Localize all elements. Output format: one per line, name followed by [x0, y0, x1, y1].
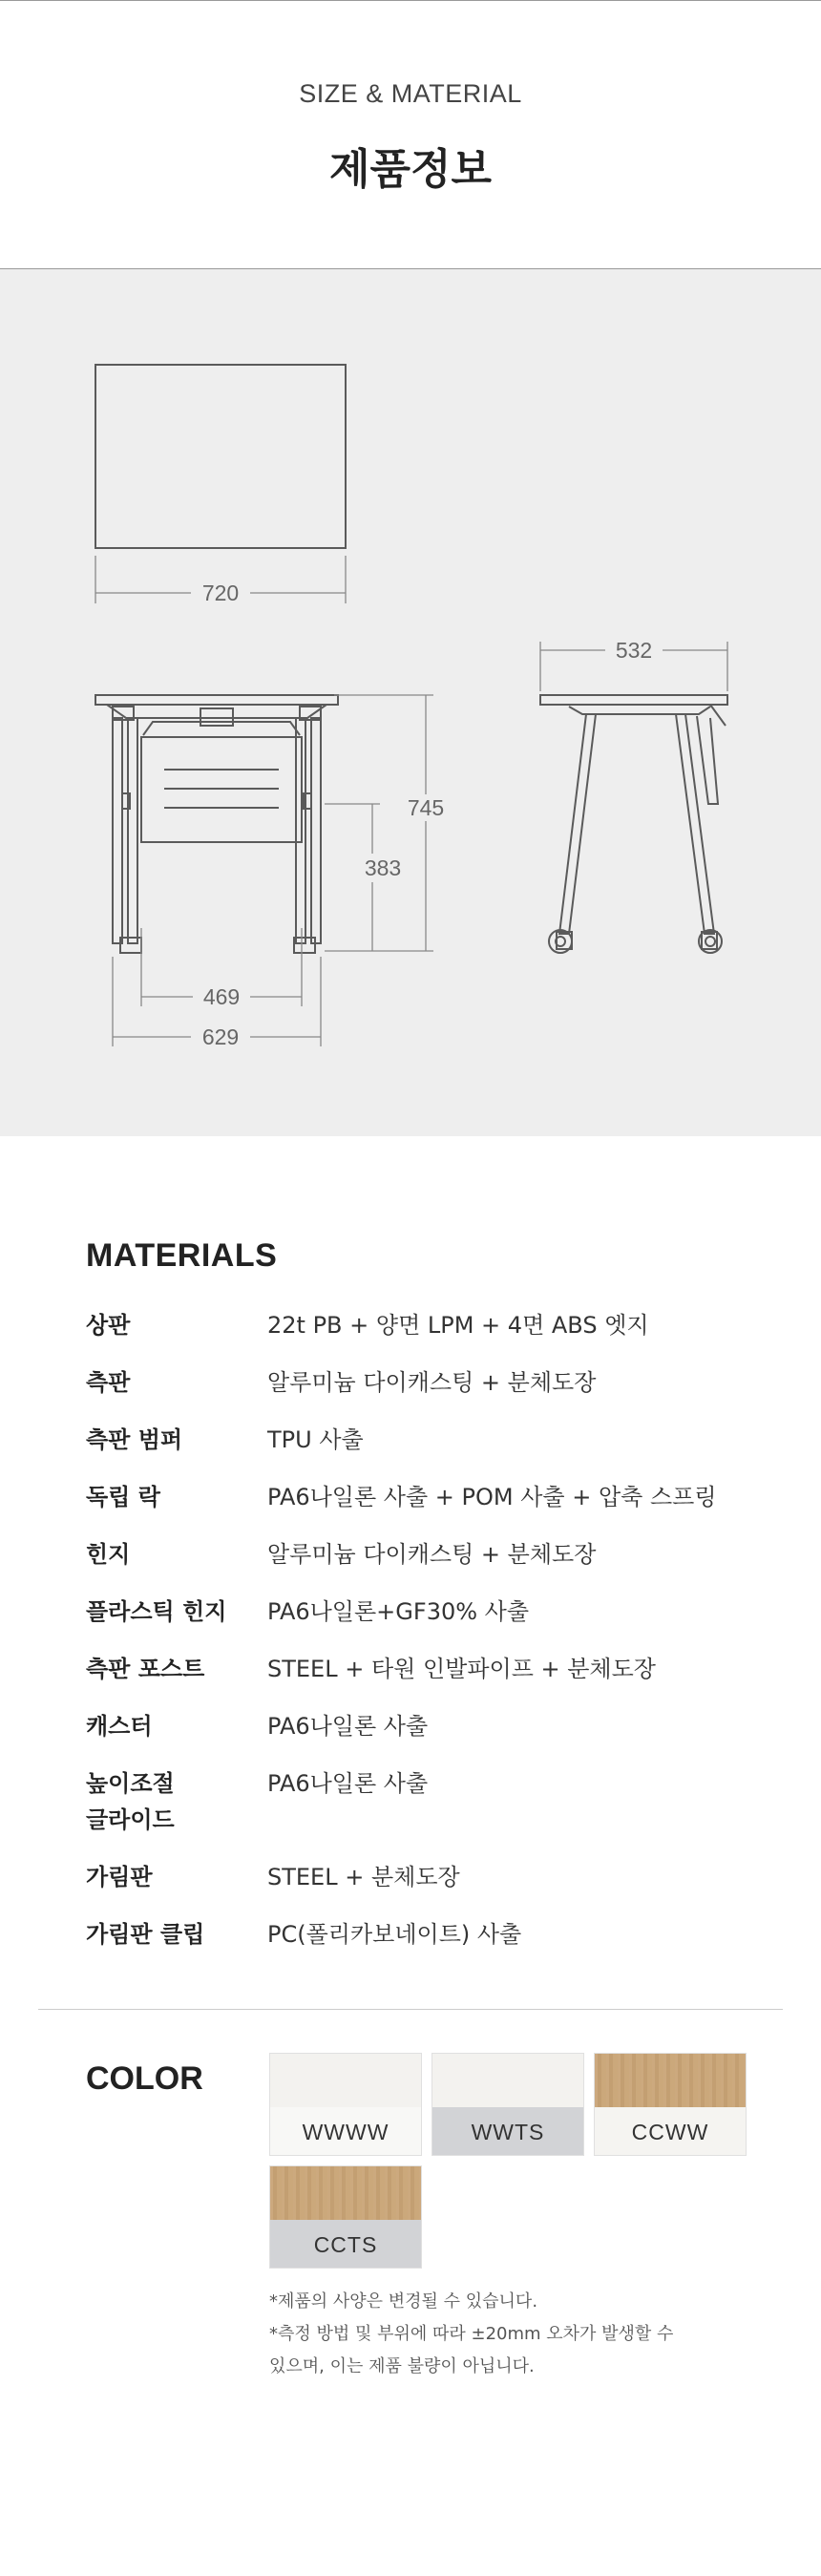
- material-value: PC(폴리카보네이트) 사출: [267, 1921, 522, 1948]
- material-row: [86, 1422, 773, 1479]
- swatch-name: CCWW: [595, 2107, 746, 2156]
- material-label: 캐스터: [86, 1713, 153, 1740]
- color-swatch-wwww: [269, 2053, 422, 2156]
- material-value: PA6나일론 사출: [267, 1713, 429, 1740]
- material-label: 측판 포스트: [86, 1656, 205, 1682]
- inner-width-label: 469: [202, 984, 241, 1009]
- note-spec-change: *제품의 사양은 변경될 수 있습니다.: [269, 2291, 538, 2312]
- material-value: STEEL + 타원 인발파이프 + 분체도장: [267, 1656, 656, 1682]
- swatch-name: WWTS: [432, 2107, 583, 2156]
- swatch-chip: [595, 2054, 746, 2107]
- material-row: [86, 1859, 773, 1916]
- materials-list: [86, 1307, 773, 1974]
- material-row: [86, 1708, 773, 1765]
- material-label: 독립 락: [86, 1484, 160, 1510]
- color-swatch-wwts: [432, 2053, 584, 2156]
- swatch-name: WWWW: [270, 2107, 421, 2156]
- swatch-chip: [270, 2166, 421, 2220]
- swatch-chip: [270, 2054, 421, 2107]
- side-view: [540, 695, 727, 953]
- swatch-name: CCTS: [270, 2220, 421, 2269]
- material-value: PA6나일론+GF30% 사출: [267, 1598, 530, 1625]
- swatch-chip: [432, 2054, 583, 2107]
- material-row: [86, 1651, 773, 1708]
- color-swatch-ccww: [594, 2053, 747, 2156]
- material-row: [86, 1916, 773, 1974]
- seat-height-label: 383: [364, 855, 402, 880]
- material-value: 알루미늄 다이캐스팅 + 분체도장: [267, 1369, 597, 1396]
- material-row: [86, 1479, 773, 1536]
- material-value: PA6나일론 사출: [267, 1770, 429, 1797]
- color-swatch-ccts: [269, 2165, 422, 2269]
- material-value: TPU 사출: [267, 1426, 364, 1453]
- material-value: 22t PB + 양면 LPM + 4면 ABS 엣지: [267, 1312, 649, 1339]
- material-value: 알루미늄 다이캐스팅 + 분체도장: [267, 1541, 597, 1568]
- desk-drawing-svg: [0, 269, 821, 1136]
- disclaimer-notes: [269, 2286, 766, 2383]
- material-label: 가림판: [86, 1864, 153, 1890]
- material-label: 플라스틱 힌지: [86, 1598, 227, 1625]
- material-row: [86, 1536, 773, 1594]
- material-value: STEEL + 분체도장: [267, 1864, 460, 1890]
- front-view: [95, 695, 338, 953]
- material-label: 높이조절 글라이드: [86, 1770, 175, 1833]
- dimension-drawing: [0, 269, 821, 1136]
- material-row: [86, 1765, 773, 1859]
- section-divider: [38, 2009, 783, 2010]
- color-heading: COLOR: [86, 2060, 203, 2097]
- top-width-label: 720: [201, 581, 240, 605]
- note-tolerance: *측정 방법 및 부위에 따라 ±20mm 오차가 발생할 수 있으며, 이는 제품 불량이 아닙니다.: [269, 2324, 674, 2376]
- page-header: [0, 0, 821, 269]
- material-label: 힌지: [86, 1541, 131, 1568]
- section-subtitle: SIZE & MATERIAL: [299, 79, 522, 108]
- materials-section: [86, 1237, 773, 1974]
- material-row: [86, 1307, 773, 1364]
- material-label: 상판: [86, 1312, 131, 1339]
- material-row: [86, 1594, 773, 1651]
- material-label: 측판: [86, 1369, 131, 1396]
- material-label: 측판 범퍼: [86, 1426, 183, 1453]
- material-row: [86, 1364, 773, 1422]
- total-height-label: 745: [407, 795, 445, 820]
- front-width-label: 629: [201, 1024, 240, 1049]
- material-value: PA6나일론 사출 + POM 사출 + 압축 스프링: [267, 1484, 717, 1510]
- material-label: 가림판 클립: [86, 1921, 205, 1948]
- top-view-outline: [95, 365, 346, 548]
- materials-heading: MATERIALS: [86, 1237, 278, 1274]
- page-title: 제품정보: [328, 145, 492, 194]
- side-width-label: 532: [615, 638, 653, 663]
